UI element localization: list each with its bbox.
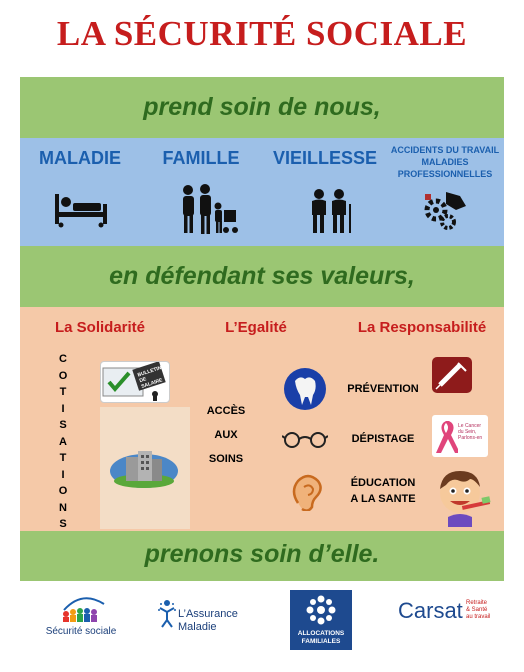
pink-ribbon-icon — [434, 417, 458, 455]
branches-band — [20, 138, 504, 246]
elderly-couple-icon — [307, 188, 355, 234]
slogan-middle: en défendant ses valeurs, — [109, 262, 415, 290]
caf-text-1: ALLOCATIONS — [297, 630, 345, 637]
cotisations-letter: T — [59, 452, 67, 464]
building-panel — [100, 407, 190, 529]
cotisations-letter: I — [61, 468, 65, 481]
action-education: ÉDUCATION A LA SANTE — [350, 477, 416, 505]
payslip-image — [100, 361, 170, 403]
caf-text-2: FAMILIALES — [301, 638, 341, 645]
family-icon — [178, 184, 240, 236]
carsat-sub-2: & Santé — [466, 607, 488, 613]
slogan-band-top — [20, 77, 504, 138]
cotisations-letter: O — [58, 485, 68, 497]
logo-securite-sociale[interactable] — [36, 590, 126, 650]
pink-ribbon-panel — [432, 415, 488, 457]
slogan-band-middle — [20, 246, 504, 307]
glasses-icon — [282, 431, 328, 449]
assurance-maladie-logo-icon — [156, 598, 178, 628]
cotisations-letter: S — [59, 419, 67, 431]
values-section — [20, 307, 504, 531]
building-icon — [108, 447, 180, 489]
carsat-sub-3: au travail — [466, 614, 491, 620]
branch-vieillesse-label: VIEILLESSE — [272, 148, 378, 168]
page-title: LA SÉCURITÉ SOCIALE — [56, 14, 468, 53]
cancer-text: Le Cancer du Sein, Parlons-en — [458, 423, 483, 441]
slogan-band-bottom — [20, 531, 504, 581]
child-brushing-teeth-icon — [432, 465, 494, 527]
hospital-bed-icon — [53, 188, 109, 228]
caf-logo-icon — [305, 594, 337, 626]
payslip-text: BULLETIN DE SALAIRE — [136, 365, 164, 390]
cotisations-letter: T — [59, 386, 67, 398]
value-responsabilite: La Responsabilité — [357, 319, 487, 336]
action-depistage: DÉPISTAGE — [351, 433, 415, 445]
carsat-text: Carsat — [398, 598, 463, 623]
acces-aux-soins: ACCÈS AUX SOINS — [206, 405, 246, 465]
value-solidarite: La Solidarité — [54, 319, 146, 336]
assurance-maladie-text-1: L’Assurance — [178, 608, 238, 620]
ear-icon — [288, 473, 324, 511]
cotisations-letter: O — [58, 369, 68, 382]
logo-caf[interactable] — [290, 590, 352, 650]
securite-sociale-logo-icon — [58, 592, 106, 622]
cotisations-letter: S — [59, 518, 67, 530]
slogan-top: prend soin de nous, — [143, 93, 381, 121]
action-prevention: PRÉVENTION — [347, 383, 419, 395]
gears-hand-icon — [422, 188, 468, 230]
tooth-icon — [283, 367, 327, 411]
assurance-maladie-text-2: Maladie — [178, 621, 217, 633]
branch-accidents-label: ACCIDENTS DU TRAVAIL MALADIES PROFESSIONNELLES — [390, 145, 500, 179]
cotisations-vertical — [56, 351, 70, 533]
value-egalite: L’Egalité — [225, 319, 287, 336]
cotisations-letter: N — [59, 501, 67, 514]
slogan-bottom: prenons soin d’elle. — [144, 540, 380, 568]
securite-sociale-text: Sécurité sociale — [45, 626, 117, 637]
branch-maladie-label: MALADIE — [39, 148, 121, 168]
cotisations-letter: C — [59, 353, 67, 365]
logo-carsat[interactable] — [398, 598, 508, 634]
cotisations-letter: I — [61, 402, 65, 415]
syringe-icon — [432, 357, 472, 393]
branch-famille-label: FAMILLE — [162, 148, 240, 168]
cotisations-letter: A — [59, 435, 67, 448]
carsat-sub-1: Retraite — [466, 600, 488, 606]
logo-assurance-maladie[interactable] — [150, 596, 250, 648]
